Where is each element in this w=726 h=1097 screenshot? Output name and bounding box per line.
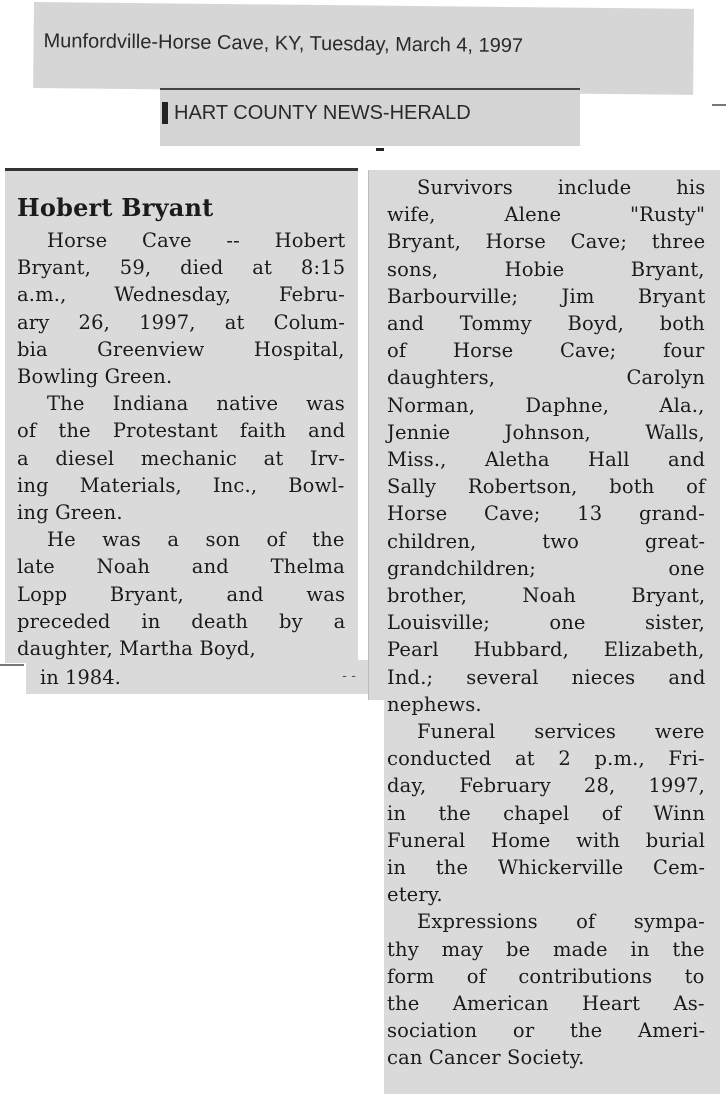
obituary-line: sons, Hobie Bryant, [387,257,705,281]
obituary-line: Funeral services were [417,720,705,743]
obituary-line: He was a son of the [47,528,345,552]
obituary-line: Sally Robertson, both of [387,475,706,499]
obituary-line: Survivors include his [417,176,706,199]
obituary-line: form of contributions to [387,964,705,988]
obituary-line: Louisville; one sister, [387,611,706,635]
obituary-line: Norman, Daphne, Ala., [387,393,705,417]
obituary-line: children, two great- [387,529,706,553]
obituary-line: in the chapel of Winn [387,801,706,825]
obituary-line: Ind.; several nieces and [387,665,706,689]
obituary-line: Barbourville; Jim Bryant [387,284,706,308]
clipping-edge-mark [0,664,24,666]
obituary-line: Miss., Aletha Hall and [387,448,706,471]
obituary-line: ing Materials, Inc., Bowl- [17,473,345,497]
obituary-line: Funeral Home with burial [387,828,706,852]
obituary-line: preceded in death by a [17,609,346,633]
obituary-line: Pearl Hubbard, Elizabeth, [387,638,705,662]
obituary-line: thy may be made in the [387,937,705,961]
obituary-line: Bryant, 59, died at 8:15 [17,256,346,280]
masthead: HART COUNTY NEWS-HERALD [174,102,471,124]
obituary-line: ing Green. [17,501,123,524]
obituary-line: can Cancer Society. [387,1046,585,1070]
dateline: Munfordville-Horse Cave, KY, Tuesday, March 4, 1997 [43,30,524,58]
obituary-line: grandchildren; one [387,556,705,580]
obituary-line: in the Whickerville Cem- [387,856,706,879]
column-1-tail-marks: - - [342,668,356,684]
obituary-line: and Tommy Boyd, both [387,312,705,335]
obituary-headline: Hobert Bryant [17,193,214,222]
obituary-line: daughters, Carolyn [387,366,705,390]
obituary-line: nephews. [387,692,482,716]
obituary-line: Horse Cave -- Hobert [47,229,346,252]
clipping-edge-mark [376,148,384,151]
obituary-column-1 [5,168,358,663]
obituary-line: day, February 28, 1997, [387,774,705,798]
obituary-line: Expressions of sympa- [417,910,705,934]
dateline-clipping [33,2,694,95]
column-1-tail-text: in 1984. [40,666,121,689]
obituary-line: sociation or the Ameri- [387,1019,706,1043]
clipping-edge-mark [712,104,726,106]
obituary-line: the American Heart As- [387,992,705,1015]
obituary-line: conducted at 2 p.m., Fri- [387,747,705,771]
obituary-line: a diesel mechanic at Irv- [17,446,346,470]
obituary-line: bia Greenview Hospital, [17,337,345,361]
obituary-line: Bowling Green. [17,365,173,388]
obituary-line: Bryant, Horse Cave; three [387,230,706,254]
masthead-rule [160,88,580,90]
obituary-line: late Noah and Thelma [17,555,345,579]
obituary-line: The Indiana native was [47,392,345,416]
obituary-column-1-tail [26,660,374,694]
obituary-line: of the Protestant faith and [17,419,346,443]
obituary-line: wife, Alene "Rusty" [387,203,706,227]
masthead-clipping [160,84,580,146]
obituary-line: etery. [387,883,443,907]
obituary-line: Horse Cave; 13 grand- [387,502,705,526]
obituary-line: a.m., Wednesday, Febru- [17,283,345,307]
obituary-line: Lopp Bryant, and was [17,582,346,606]
masthead-bar [162,102,168,124]
obituary-line: of Horse Cave; four [387,339,705,363]
obituary-line: Jennie Johnson, Walls, [387,420,705,444]
obituary-line: ary 26, 1997, at Colum- [17,310,346,334]
obituary-line: daughter, Martha Boyd, [17,637,256,660]
obituary-line: brother, Noah Bryant, [387,584,706,607]
